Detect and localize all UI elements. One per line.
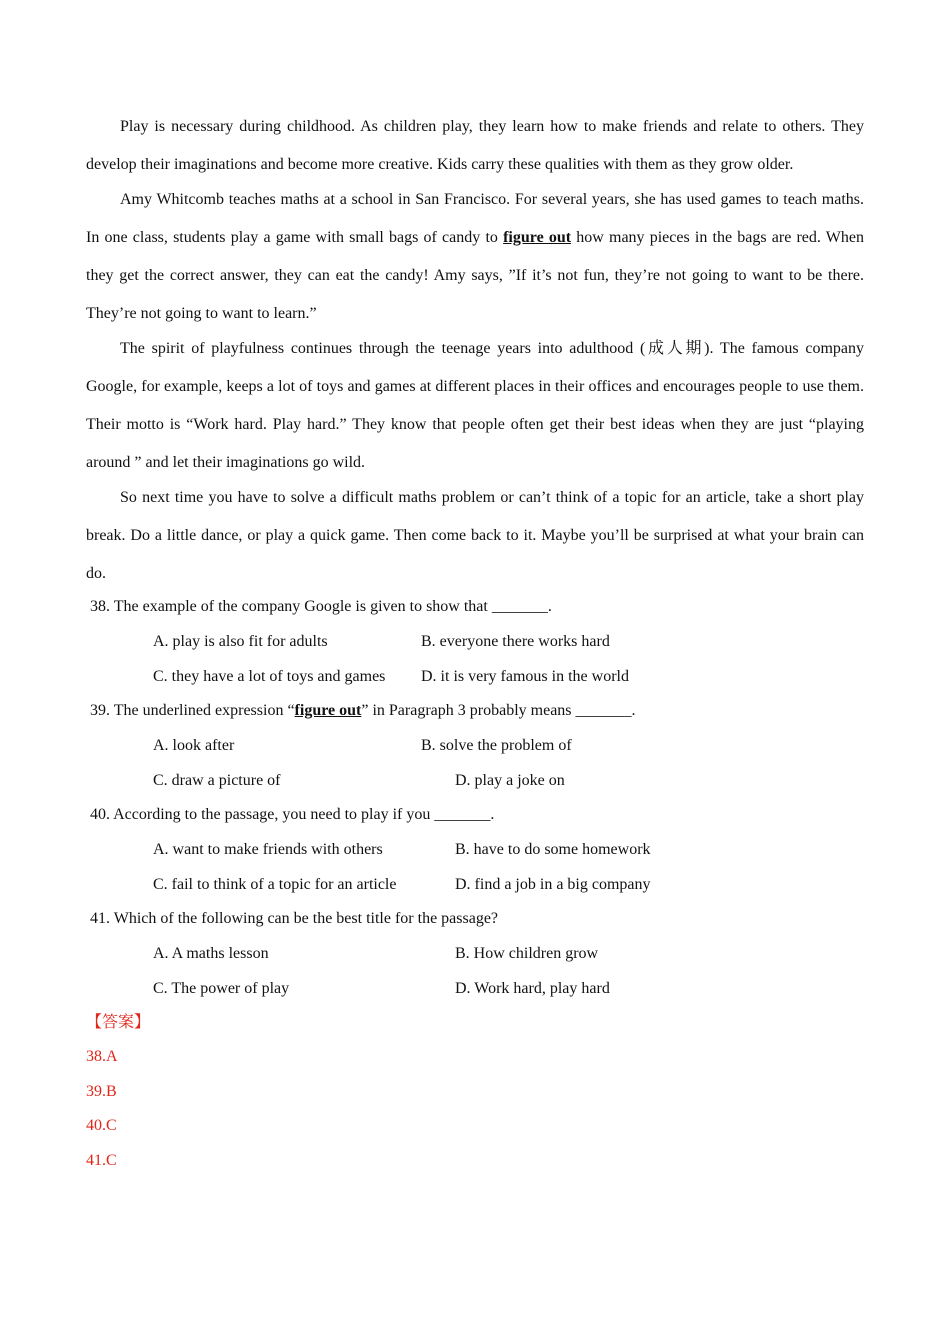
answer-40: 40.C [86,1117,117,1134]
question-39-text-before: 39. The underlined expression “ [90,702,295,719]
option-38-d: D. it is very famous in the world [421,668,629,685]
option-38-b: B. everyone there works hard [421,633,610,650]
option-39-a: A. look after [153,737,235,754]
paragraph-4: So next time you have to solve a difficult maths problem or can’t think of a topic for an article, take a short play break. Do a little dance, or play a quick game. Then come back to it. Maybe you’ll be surprised at what your brain can do. [86,489,864,582]
option-38-a: A. play is also fit for adults [153,633,328,650]
paragraph-2-text-after: how many pieces in the bags are red. When they get the correct answer, they can eat the candy! Amy says, ”If it’s not fun, they’re not going to want to be there. They’re not going to want to learn.” [86,229,865,322]
paragraph-1: Play is necessary during childhood. As children play, they learn how to make friends and relate to others. They develop their imaginations and become more creative. Kids carry these qualities with them as they grow older. [86,118,864,173]
answer-41: 41.C [86,1152,117,1169]
option-41-b: B. How children grow [455,945,599,962]
option-40-a: A. want to make friends with others [153,841,383,858]
question-38: 38. The example of the company Google is given to show that _______. [90,598,552,615]
option-41-a: A. A maths lesson [153,945,269,962]
document-page [86,108,864,593]
option-39-d: D. play a joke on [455,772,565,789]
answer-heading: 【答案】 [86,1014,151,1031]
paragraph-2 [86,181,864,333]
option-40-d: D. find a job in a big company [455,876,651,893]
option-40-b: B. have to do some homework [455,841,651,858]
option-38-c: C. they have a lot of toys and games [153,668,386,685]
question-39 [90,700,636,722]
option-40-c: C. fail to think of a topic for an article [153,876,397,893]
option-41-c: C. The power of play [153,980,290,997]
question-41: 41. Which of the following can be the best title for the passage? [90,910,499,927]
paragraph-2-text-before: Amy Whitcomb teaches maths at a school in San Francisco. For several years, she has used games to teach maths. In one class, students play a game with small bags of candy to [86,191,864,246]
question-39-underlined: figure out [294,702,362,719]
option-39-c: C. draw a picture of [153,772,281,789]
option-39-b: B. solve the problem of [421,737,572,754]
answer-39: 39.B [86,1083,117,1100]
question-39-text-after: ” in Paragraph 3 probably means _______. [361,702,636,719]
option-41-d: D. Work hard, play hard [455,980,610,997]
paragraph-3: The spirit of playfulness continues through the teenage years into adulthood (成人期). The famous company Google, for example, keeps a lot of toys and games at different places in their offices and encourages people to use them. Their motto is “Work hard. Play hard.” They know that people often get their best ideas when they are just “playing around ” and let their imaginations go wild. [86,340,864,471]
answer-38: 38.A [86,1048,118,1065]
underlined-expression: figure out [503,229,572,246]
question-40: 40. According to the passage, you need to play if you _______. [90,806,495,823]
